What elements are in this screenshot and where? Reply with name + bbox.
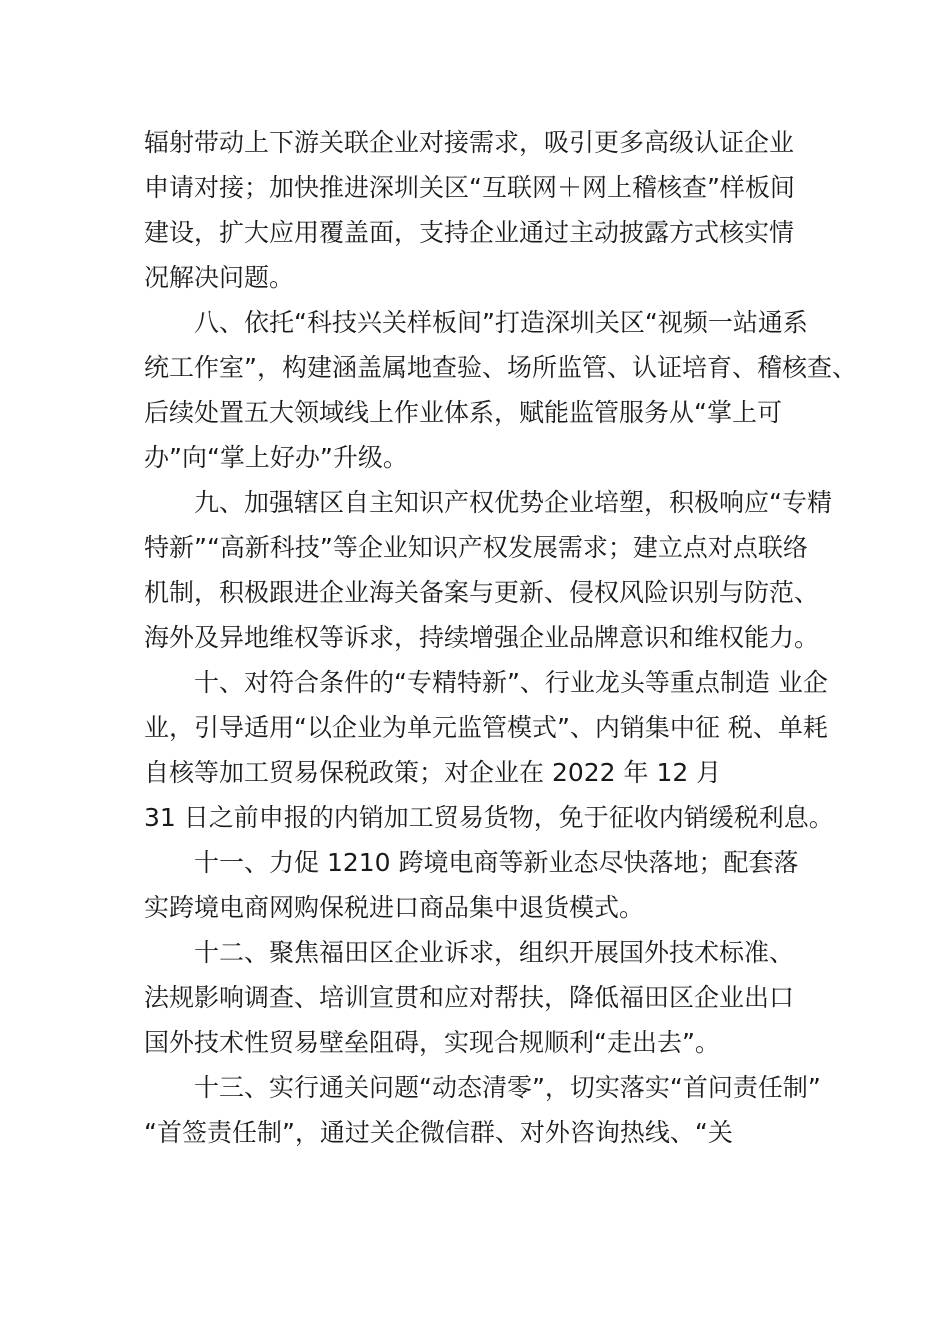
text-line: 海外及异地维权等诉求，持续增强企业品牌意识和维权能力。	[144, 623, 820, 652]
paragraph-9-start: 九、加强辖区自主知识产权优势企业培塑，积极响应“专精	[194, 488, 832, 517]
text-line: 自核等加工贸易保税政策；对企业在 2022 年 12 月	[144, 758, 722, 787]
text-line: 办”向“掌上好办”升级。	[144, 443, 408, 472]
text-line: 申请对接；加快推进深圳关区“互联网＋网上稽核查”样板间	[144, 173, 795, 202]
paragraph-13-start: 十三、实行通关问题“动态清零”，切实落实“首问责任制”	[194, 1073, 821, 1102]
text-line: 31 日之前申报的内销加工贸易货物，免于征收内销缓税利息。	[144, 803, 834, 832]
paragraph-12-start: 十二、聚焦福田区企业诉求，组织开展国外技术标准、	[194, 938, 795, 967]
text-line: 统工作室”，构建涵盖属地查验、场所监管、认证培育、稽核查、	[144, 353, 857, 382]
text-line: 业，引导适用“以企业为单元监管模式”、内销集中征 税、单耗	[144, 713, 828, 742]
text-line: 国外技术性贸易壁垒阻碍，实现合规顺利“走出去”。	[144, 1028, 720, 1057]
paragraph-10-start: 十、对符合条件的“专精特新”、行业龙头等重点制造 业企	[194, 668, 828, 697]
text-line: 建设，扩大应用覆盖面，支持企业通过主动披露方式核实情	[144, 218, 795, 247]
text-line: 后续处置五大领域线上作业体系，赋能监管服务从“掌上可	[144, 398, 782, 427]
paragraph-11-start: 十一、力促 1210 跨境电商等新业态尽快落地；配套落	[194, 848, 799, 877]
text-line: “首签责任制”，通过关企微信群、对外咨询热线、“关	[144, 1118, 733, 1147]
document-body	[144, 120, 857, 1155]
paragraph-8-start: 八、依托“科技兴关样板间”打造深圳关区“视频一站通系	[194, 308, 808, 337]
text-line: 辐射带动上下游关联企业对接需求，吸引更多高级认证企业	[144, 128, 795, 157]
text-line: 法规影响调查、培训宣贯和应对帮扶，降低福田区企业出口	[144, 983, 795, 1012]
text-line: 特新”“高新科技”等企业知识产权发展需求；建立点对点联络	[144, 533, 808, 562]
text-line: 机制，积极跟进企业海关备案与更新、侵权风险识别与防范、	[144, 578, 820, 607]
text-line: 况解决问题。	[144, 263, 295, 292]
text-line: 实跨境电商网购保税进口商品集中退货模式。	[144, 893, 645, 922]
